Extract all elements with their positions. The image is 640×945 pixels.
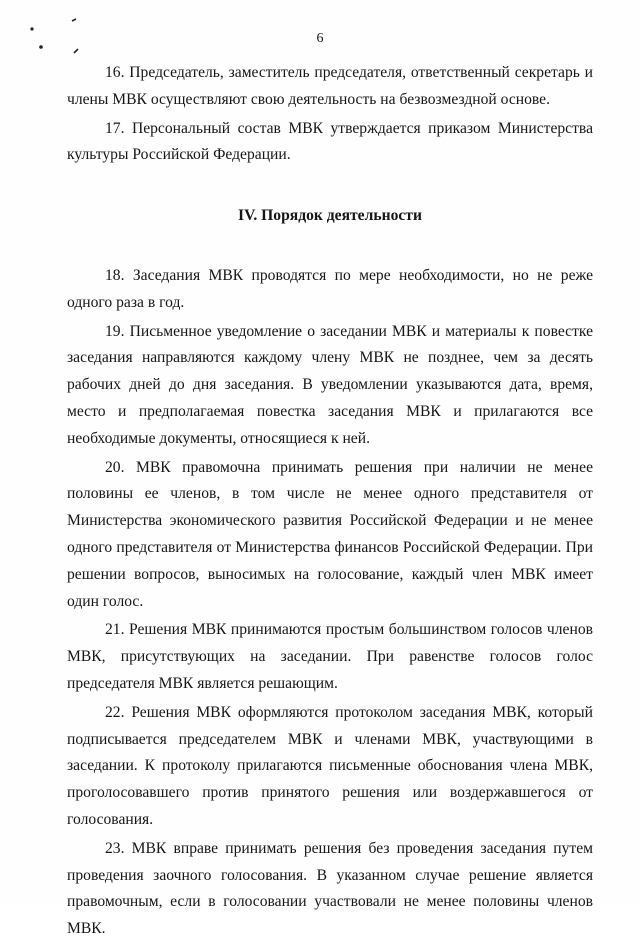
paragraph-21: 21. Решения МВК принимаются простым большинством голосов членов МВК, присутствующих на заседании. При равенстве голосов голос председателя МВК является решающим. (67, 621, 593, 692)
paragraph-16: 16. Председатель, заместитель председателя, ответственный секретарь и члены МВК осуществляют свою деятельность на безвозмездной основе. (67, 64, 593, 108)
scan-speck (72, 19, 76, 21)
scan-speck (74, 49, 78, 53)
paragraph-23: 23. МВК вправе принимать решения без проведения заседания путем проведения заочного голосования. В указанном случае решение является правомочным, если в голосовании участвовали не менее половины членов МВК. (67, 839, 593, 938)
paragraph-20: 20. МВК правомочна принимать решения при наличии не менее половины ее членов, в том числе не менее одного представителя от Министерства экономического развития Российской Федерации и не менее одного представителя от Министерства финансов Российской Федерации. При решении вопросов, выносимых на голосование, каждый член МВК имеет один голос. (67, 458, 593, 610)
paragraph-19: 19. Письменное уведомление о заседании МВК и материалы к повестке заседания направляются каждому члену МВК не позднее, чем за десять рабочих дней до дня заседания. В уведомлении указываются дата, время, место и предполагаемая повестка заседания МВК и прилагаются все необходимые документы, относящиеся к ней. (67, 322, 593, 447)
page-number: 6 (316, 31, 324, 46)
document-body (67, 60, 593, 945)
paragraph-17: 17. Персональный состав МВК утверждается приказом Министерства культуры Российской Федерации. (67, 119, 593, 164)
section-heading: IV. Порядок деятельности (238, 207, 422, 225)
paragraph-18: 18. Заседания МВК проводятся по мере необходимости, но не реже одного раза в год. (67, 266, 593, 311)
paragraph-22: 22. Решения МВК оформляются протоколом заседания МВК, который подписывается председателем МВК и членами МВК, участвующими в заседании. К протоколу прилагаются письменные обоснования члена МВК, проголосовавшего против принятого решения или воздержавшегося от голосования. (67, 703, 593, 828)
